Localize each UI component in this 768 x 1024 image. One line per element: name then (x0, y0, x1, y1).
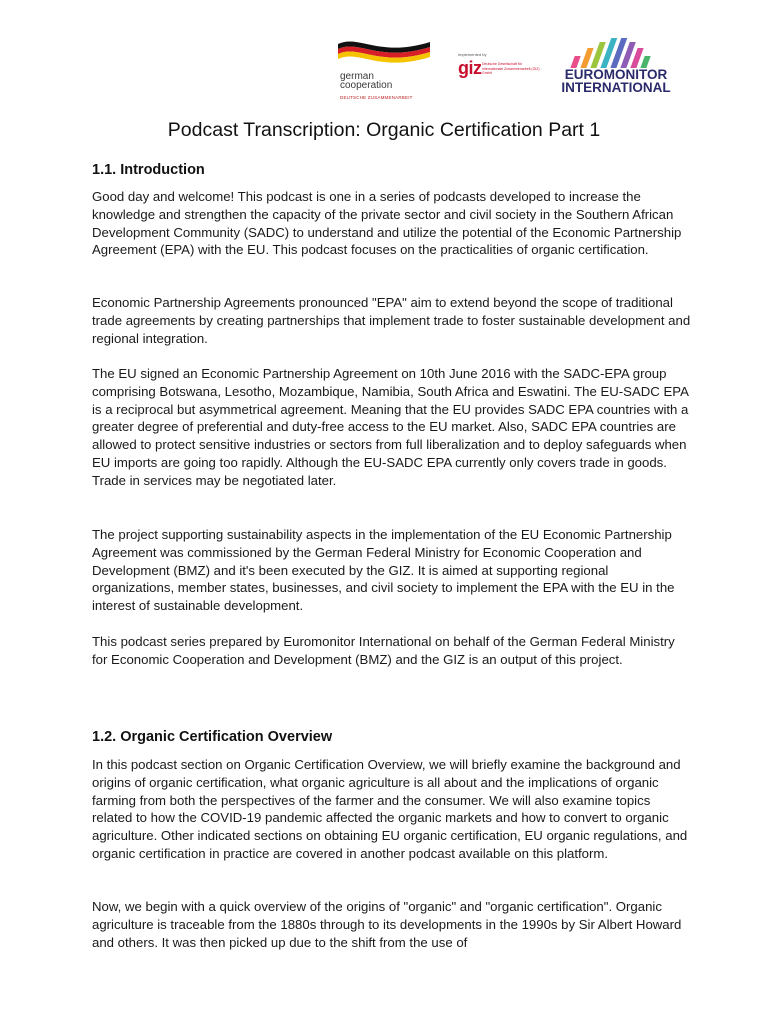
section-heading-organic-certification-overview: 1.2. Organic Certification Overview (92, 729, 333, 745)
giz-description: Deutsche Gesellschaft für Internationale Zusammenarbeit (GIZ) GmbH (482, 62, 540, 75)
giz-implemented-by: Implemented by (458, 52, 487, 57)
euromonitor-logo (560, 36, 672, 98)
german-cooperation-logo (334, 36, 434, 100)
section-heading-introduction: 1.1. Introduction (92, 162, 205, 178)
paragraph: Now, we begin with a quick overview of the origins of "organic" and "organic certification". Organic agriculture is traceable from the 1880s through to its developments in the 1990s by Sir Albert Howard and others. It was then picked up due to the shift from the use of (92, 899, 682, 950)
paragraph: The EU signed an Economic Partnership Agreement on 10th June 2016 with the SADC-EPA group comprising Botswana, Lesotho, Mozambique, Namibia, South Africa and Eswatini. The EU-SADC EPA is a reciprocal but asymmetrical agreement. Meaning that the EU provides SADC EPA countries with a greater degree of preferential and duty-free access to the EU market. Also, SADC EPA countries are allowed to protect sensitive industries or sectors from full liberalization and to deploy safeguards when EU imports are going too rapidly. Although the EU-SADC EPA currently only covers trade in goods. Trade in services may be negotiated later. (92, 366, 689, 488)
paragraph: This podcast series prepared by Euromonitor International on behalf of the German Federal Ministry for Economic Cooperation and Development (BMZ) and the GIZ is an output of this project. (92, 634, 675, 667)
euromonitor-line2: INTERNATIONAL (561, 80, 671, 95)
paragraph: Economic Partnership Agreements pronounced "EPA" aim to extend beyond the scope of traditional trade agreements by creating partnerships that implement trade to foster sustainable development and regional integration. (92, 295, 691, 346)
german-flag-wave-icon (334, 36, 434, 72)
document-title: Podcast Transcription: Organic Certification Part 1 (167, 119, 601, 141)
paragraph: Good day and welcome! This podcast is one in a series of podcasts developed to increase the knowledge and strengthen the capacity of the private sector and civil society in the Southern African Development Community (SADC) to understand and utilize the potential of the Economic Partnership Agreement (EPA) with the EU. This podcast focuses on the practicalities of organic certification. (92, 189, 682, 258)
euromonitor-arch-icon (560, 36, 672, 70)
giz-wordmark: giz (458, 58, 482, 78)
paragraph: The project supporting sustainability aspects in the implementation of the EU Economic Partnership Agreement was commissioned by the German Federal Ministry for Economic Cooperation and Development (BMZ) and it's been executed by the GIZ. It is aimed at supporting regional organizations, member states, businesses, and civil society to implement the EPA with the EU in the interest of sustainable development. (92, 527, 675, 614)
paragraph: In this podcast section on Organic Certification Overview, we will briefly examine the background and origins of organic certification, what organic agriculture is all about and the implications of organic farming from both the perspectives of the farmer and the consumer. We will also examine topics related to how the COVID-19 pandemic affected the organic markets and how to convert to organic agriculture. Other indicated sections on obtaining EU organic certification, EU organic regulations, and organic certification in practice are covered in another podcast available on this platform. (92, 757, 688, 861)
giz-logo (456, 52, 546, 92)
german-cooperation-tagline: DEUTSCHE ZUSAMMENARBEIT (340, 95, 413, 100)
german-cooperation-line1: german (340, 71, 374, 82)
german-cooperation-line2: cooperation (340, 80, 393, 91)
header-logos (328, 30, 678, 102)
euromonitor-line1: EUROMONITOR (564, 67, 668, 82)
